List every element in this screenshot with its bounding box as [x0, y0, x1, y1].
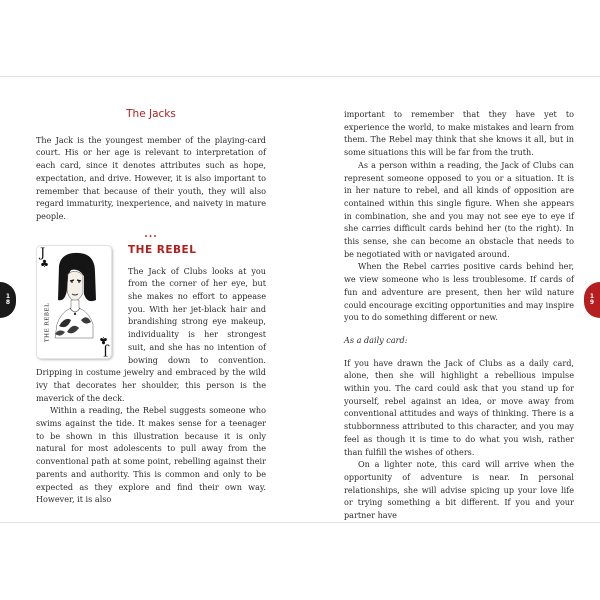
daily-card-subheading: As a daily card:: [344, 334, 408, 345]
club-suit-icon: ♣: [40, 258, 49, 270]
rebel-paragraph-2: Within a reading, the Rebel suggests someone who swims against the tide. It makes sense for a teenager to be shown in this illustration because it is only natural for most adolescents to pull away from the conventional path at some point, rebelling against their parents and authority. This is common and only to be expected as they explore and find their own way. However, it is also: [36, 405, 266, 505]
section-separator: ...: [144, 228, 158, 240]
rebel-heading: THE REBEL: [128, 243, 197, 256]
right-paragraph-5: On a lighter note, this card will arrive when the opportunity of adventure is near. In personal relationships, she will advise spicing up your love life or trying something a bit different. If you and your partner have: [344, 459, 574, 521]
card-caption: THE REBEL: [44, 302, 51, 342]
section-heading-jacks: The Jacks: [126, 108, 176, 120]
page-number-tab-left: [0, 282, 16, 318]
card-rank-top: J: [40, 245, 46, 261]
right-paragraph-3: When the Rebel carries positive cards behind her, we view someone who is less troublesome. If cards of fun and adventure are present, then her wild nature could encourage exciting opportunities and may inspire you to do something different or new.: [344, 261, 574, 323]
card-illustration: [36, 245, 118, 363]
right-paragraph-4: If you have drawn the Jack of Clubs as a daily card, alone, then she will highlight a rebellious impulse within you. The card could ask that you stand up for yourself, rebel against an idea, or move away from conventional attitudes and ways of thinking. There is a stubbornness attributed to this character, and you may feel as though it is time to do what you wish, rather than fulfill the wishes of others.: [344, 357, 574, 457]
right-paragraph-1: important to remember that they have yet to experience the world, to make mistakes and learn from them. The Rebel may think that she knows it all, but in some situations this will be far from the truth.: [344, 109, 574, 158]
card-rank-bottom: J: [102, 342, 108, 358]
jacks-intro-paragraph: The Jack is the youngest member of the playing-card court. His or her age is relevant to interpretation of each card, since it denotes attributes such as hope, expectation, and drive. However, it is also important to remember that because of their youth, they will also regard immaturity, inexperience, and naivety in mature people.: [36, 134, 266, 221]
left-page-column: [36, 108, 266, 506]
club-suit-bottom-icon: ♣: [99, 333, 108, 345]
right-page-column: [344, 108, 574, 522]
page-number-tab-right: [584, 282, 600, 318]
jack-of-clubs-card: [36, 245, 112, 359]
right-paragraph-2: As a person within a reading, the Jack of Clubs can represent someone opposed to you or a situation. It is in her nature to rebel, and all kinds of opposition are contained within this single figure. When she appears in combination, she and you may not see eye to eye if she carries difficult cards behind her (to the right). In this sense, she can become an obstacle that needs to be negotiated with or navigated around.: [344, 159, 574, 259]
top-divider: [0, 76, 600, 77]
page-number-left: 18: [5, 293, 11, 306]
rebel-paragraph-1: The Jack of Clubs looks at you from the corner of her eye, but she makes no effort to appease you. With her jet-black hair and brandishing strong eye makeup, individuality is her strongest suit, and she has no intention of bowing down to convention. Dripping in costume jewelry and embraced by the wild ivy that decorates her shoulder, this person is the maverick of the deck.: [36, 265, 266, 403]
page-number-right: 19: [589, 293, 595, 306]
bottom-divider: [0, 522, 600, 523]
